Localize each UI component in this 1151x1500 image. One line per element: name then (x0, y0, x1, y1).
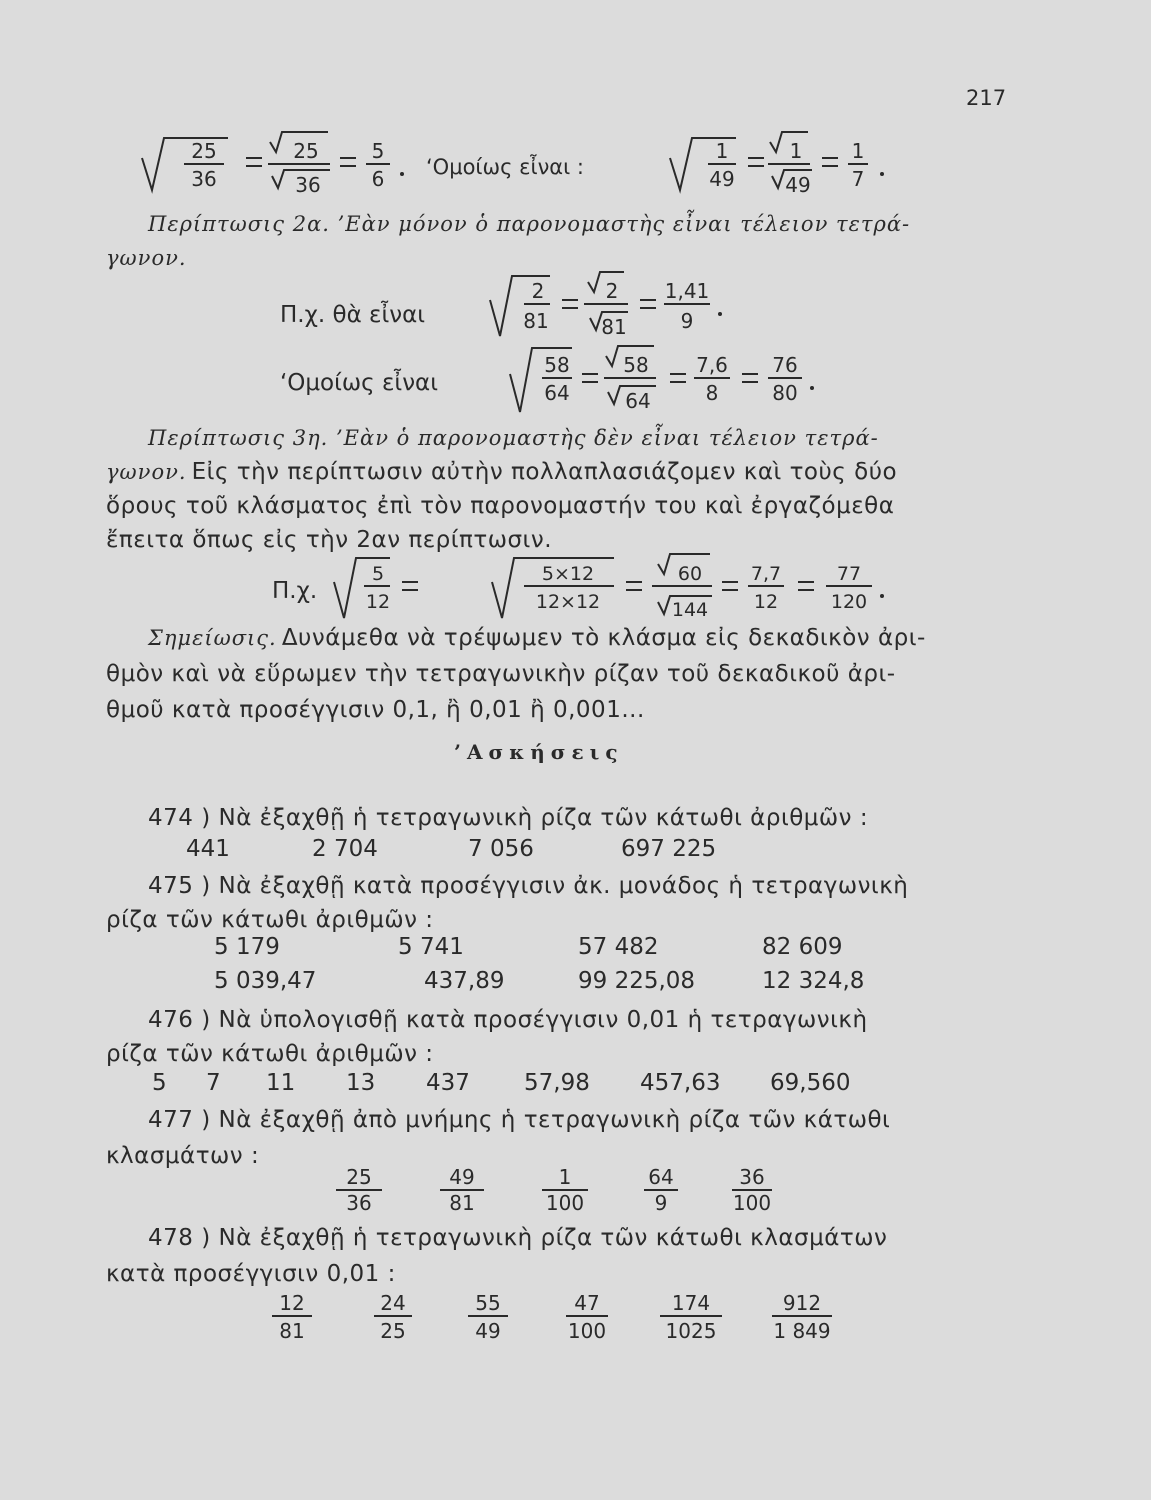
svg-text:5: 5 (371, 563, 385, 585)
svg-text:2: 2 (531, 279, 545, 303)
svg-text:58: 58 (623, 353, 649, 377)
frac-den: 36 (191, 167, 217, 191)
frac-den: 9 (654, 1191, 668, 1215)
frac-num: 36 (739, 1165, 765, 1189)
note-line-1 (148, 620, 926, 658)
frac-num: 1 (851, 139, 865, 163)
frac-num: 47 (574, 1291, 600, 1315)
frac-den: 7 (851, 167, 865, 191)
frac-den: 81 (449, 1191, 475, 1215)
svg-text:7,7: 7,7 (750, 563, 782, 585)
ex-2b-lead: ‘Ομοίως εἶναι (280, 370, 438, 396)
frac-den: 36 (295, 173, 321, 197)
svg-text:144: 144 (671, 599, 709, 621)
svg-text:12: 12 (365, 591, 391, 613)
equation-2a (280, 270, 840, 350)
exercise-476-line-2: ρίζα τῶν κάτωθι ἀριθμῶν : (106, 1041, 434, 1067)
frac-num: 49 (449, 1165, 475, 1189)
similar-text: ‘Ομοίως εἶναι : (426, 155, 584, 179)
ex475-num: 82 609 (762, 934, 843, 960)
svg-text:80: 80 (772, 381, 798, 405)
case-3-line-2-italic: γωνον. (106, 460, 187, 484)
frac-num: 25 (346, 1165, 372, 1189)
frac-den: 100 (567, 1319, 607, 1343)
equation-line-1 (140, 130, 940, 200)
ex478-fractions (262, 1282, 862, 1352)
ex476-num: 13 (346, 1070, 376, 1096)
svg-text:60: 60 (677, 563, 703, 585)
svg-text:8: 8 (705, 381, 719, 405)
case-3-line-3: ὅρους τοῦ κλάσματος ἐπὶ τὸν παρονομαστήν του καὶ ἐργαζόμεθα (106, 493, 895, 519)
exercises-heading: ’Ασκήσεις (454, 740, 624, 764)
case-3-line-4: ἔπειτα ὅπως εἰς τὴν 2αν περίπτωσιν. (106, 527, 552, 553)
frac-num: 1 (789, 139, 803, 163)
ex475-num: 5 741 (398, 934, 464, 960)
svg-text:5×12: 5×12 (541, 563, 595, 585)
frac-den: 36 (346, 1191, 372, 1215)
case-3-line-2-text: Εἰς τὴν περίπτωσιν αὐτὴν πολλαπλασιάζομεν καὶ τοὺς δύο (191, 459, 898, 485)
frac-den: 49 (785, 173, 811, 197)
page-number: 217 (966, 86, 1007, 110)
frac-num: 24 (380, 1291, 406, 1315)
note-text-1: Δυνάμεθα νὰ τρέψωμεν τὸ κλάσμα εἰς δεκαδικὸν ἀρι- (281, 625, 926, 651)
exercise-477-line-2: κλασμάτων : (106, 1143, 260, 1169)
ex477-fractions (330, 1160, 800, 1220)
ex474-num: 441 (186, 836, 230, 862)
svg-text:12: 12 (753, 591, 779, 613)
ex474-num: 697 225 (621, 836, 717, 862)
frac-num: 5 (371, 139, 385, 163)
frac-num: 1 (558, 1165, 572, 1189)
exercise-476-line-1: 476 ) Νὰ ὑπολογισθῇ κατὰ προσέγγισιν 0,01 ἡ τετραγωνικὴ (148, 1007, 868, 1033)
svg-text:2: 2 (605, 279, 619, 303)
ex476-num: 437 (426, 1070, 470, 1096)
ex475-num: 12 324,8 (762, 968, 865, 994)
exercise-478-line-1: 478 ) Νὰ ἐξαχθῇ ἡ τετραγωνικὴ ρίζα τῶν κάτωθι κλασμάτων (148, 1225, 888, 1251)
svg-text:7,6: 7,6 (696, 353, 728, 377)
ex475-num: 57 482 (578, 934, 659, 960)
ex476-num: 57,98 (524, 1070, 590, 1096)
ex475-num: 99 225,08 (578, 968, 696, 994)
svg-text:120: 120 (830, 591, 868, 613)
ex474-num: 7 056 (468, 836, 534, 862)
note-line-2: θμὸν καὶ νὰ εὕρωμεν τὴν τετραγωνικὴν ρίζαν τοῦ δεκαδικοῦ ἀρι- (106, 661, 896, 687)
frac-num: 12 (279, 1291, 305, 1315)
ex476-num: 69,560 (770, 1070, 851, 1096)
ex-2a-lead: Π.χ. θὰ εἶναι (280, 302, 426, 328)
svg-text:81: 81 (601, 315, 627, 339)
note-line-3: θμοῦ κατὰ προσέγγισιν 0,1, ἢ 0,01 ἢ 0,001... (106, 697, 645, 723)
exercise-475-line-2: ρίζα τῶν κάτωθι ἀριθμῶν : (106, 907, 434, 933)
frac-den: 49 (709, 167, 735, 191)
frac-num: 25 (293, 139, 319, 163)
svg-text:12×12: 12×12 (535, 591, 601, 613)
equation-2b (280, 340, 880, 422)
frac-den: 81 (279, 1319, 305, 1343)
ex476-num: 457,63 (640, 1070, 721, 1096)
note-label: Σημείωσις. (148, 626, 277, 650)
frac-den: 25 (380, 1319, 406, 1343)
ex476-num: 11 (266, 1070, 296, 1096)
svg-text:76: 76 (772, 353, 798, 377)
frac-num: 912 (782, 1291, 822, 1315)
ex475-num: 5 179 (214, 934, 280, 960)
frac-num: 174 (671, 1291, 711, 1315)
exercise-477-line-1: 477 ) Νὰ ἐξαχθῇ ἀπὸ μνήμης ἡ τετραγωνικὴ ρίζα τῶν κάτωθι (148, 1107, 891, 1133)
svg-text:81: 81 (523, 309, 549, 333)
frac-num: 64 (648, 1165, 674, 1189)
case-3-line-1: Περίπτωσις 3η. ’Εὰν ὁ παρονομαστὴς δὲν εἶναι τέλειον τετρά- (148, 426, 879, 450)
svg-text:58: 58 (544, 353, 570, 377)
equation-3 (272, 552, 912, 626)
svg-text:64: 64 (544, 381, 570, 405)
svg-text:77: 77 (836, 563, 862, 585)
svg-text:1,41: 1,41 (664, 279, 710, 303)
frac-den: 49 (475, 1319, 501, 1343)
ex475-num: 5 039,47 (214, 968, 317, 994)
ex476-num: 5 (152, 1070, 167, 1096)
frac-den: 100 (545, 1191, 585, 1215)
ex476-num: 7 (206, 1070, 221, 1096)
case-3-line-2 (106, 454, 897, 492)
exercise-475-line-1: 475 ) Νὰ ἐξαχθῇ κατὰ προσέγγισιν ἀκ. μονάδος ἡ τετραγωνικὴ (148, 873, 909, 899)
frac-den: 6 (371, 167, 385, 191)
case-2a-line-2: γωνον. (106, 246, 187, 270)
frac-num: 1 (715, 139, 729, 163)
frac-den: 1025 (665, 1319, 717, 1343)
frac-num: 25 (191, 139, 217, 163)
ex-3-lead: Π.χ. (272, 578, 318, 604)
svg-text:64: 64 (625, 389, 651, 413)
exercise-474: 474 ) Νὰ ἐξαχθῇ ἡ τετραγωνικὴ ρίζα τῶν κάτωθι ἀριθμῶν : (148, 805, 869, 831)
frac-num: 55 (475, 1291, 501, 1315)
case-2a-line-1: Περίπτωσις 2α. ’Εὰν μόνον ὁ παρονομαστὴς εἶναι τέλειον τετρά- (148, 212, 911, 236)
svg-text:9: 9 (680, 309, 694, 333)
exercise-478-line-2: κατὰ προσέγγισιν 0,01 : (106, 1261, 396, 1287)
ex475-num: 437,89 (424, 968, 505, 994)
frac-den: 1 849 (773, 1319, 831, 1343)
ex474-num: 2 704 (312, 836, 378, 862)
frac-den: 100 (732, 1191, 772, 1215)
